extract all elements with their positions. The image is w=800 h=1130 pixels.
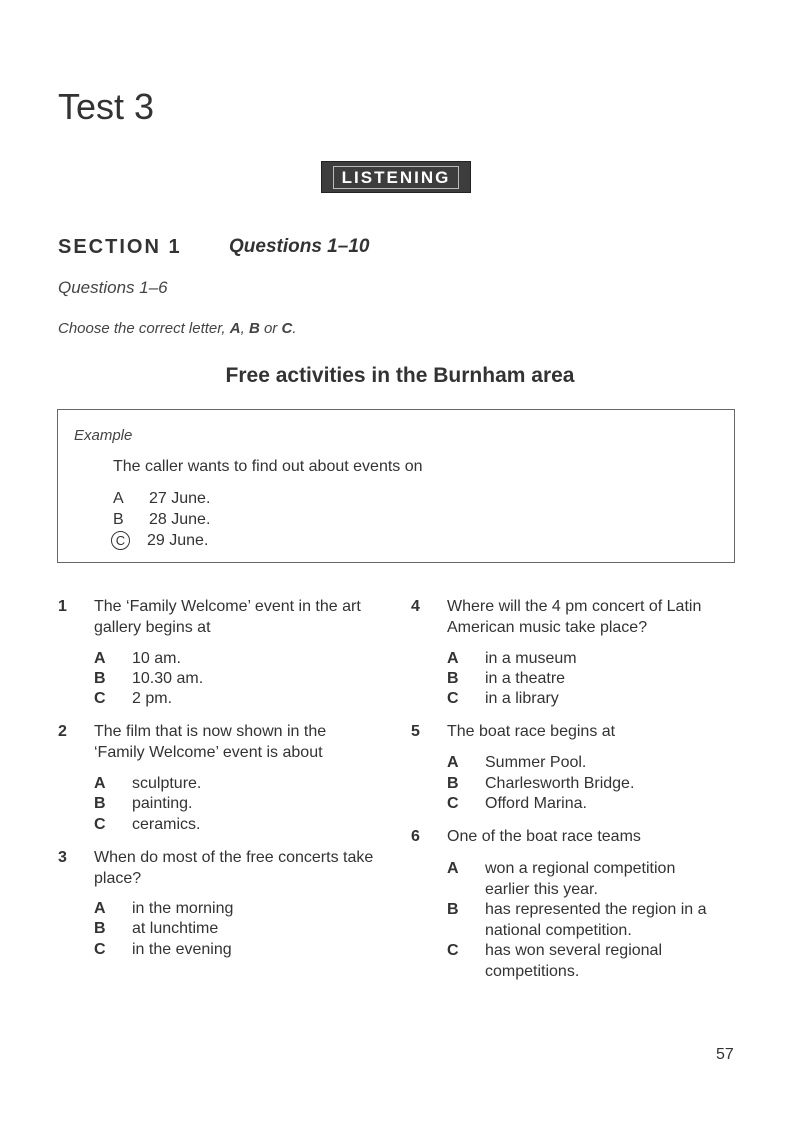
option-letter: B <box>94 920 106 937</box>
option-text: won a regional competition earlier this year. <box>485 860 676 898</box>
option-text: 28 June. <box>149 511 211 528</box>
option-letter: C <box>94 690 106 707</box>
question-number: 5 <box>411 723 420 740</box>
question-stem: The boat race begins at <box>447 723 616 740</box>
listening-badge <box>321 161 471 193</box>
q4-option-b[interactable] <box>447 668 747 689</box>
question-number: 1 <box>58 598 67 615</box>
option-letter: B <box>447 670 459 687</box>
instruction-or: or <box>259 320 282 337</box>
circled-answer-letter: C <box>111 531 130 550</box>
option-letter: A <box>113 490 124 507</box>
q2-option-c[interactable] <box>94 814 394 835</box>
option-letter: A <box>94 775 106 792</box>
q1-option-b[interactable] <box>94 668 394 689</box>
option-text: 2 pm. <box>132 690 173 707</box>
option-text: 27 June. <box>149 490 211 507</box>
option-text: sculpture. <box>132 775 202 792</box>
question-stem: The ‘Family Welcome’ event in the art gallery begins at <box>94 598 361 636</box>
question-1 <box>58 596 378 646</box>
option-text: in the evening <box>132 941 232 958</box>
question-number: 3 <box>58 849 67 866</box>
question-5 <box>411 721 741 746</box>
option-text: Charlesworth Bridge. <box>485 775 635 792</box>
option-text: painting. <box>132 795 193 812</box>
option-text: ceramics. <box>132 816 201 833</box>
example-option-c <box>113 530 208 551</box>
example-option-a <box>113 488 210 509</box>
questions-subhead: Questions 1–6 <box>58 278 168 297</box>
option-text: at lunchtime <box>132 920 219 937</box>
instruction <box>58 320 297 337</box>
question-number: 2 <box>58 723 67 740</box>
option-letter: C <box>94 816 106 833</box>
q6-option-b[interactable] <box>447 899 747 941</box>
q4-option-c[interactable] <box>447 688 747 709</box>
option-text: 10.30 am. <box>132 670 204 687</box>
q4-option-a[interactable] <box>447 648 747 669</box>
option-text: in a museum <box>485 650 577 667</box>
option-text: in the morning <box>132 900 234 917</box>
question-number: 6 <box>411 828 420 845</box>
option-letter: A <box>94 900 106 917</box>
option-text: in a theatre <box>485 670 566 687</box>
question-2 <box>58 721 378 771</box>
instruction-letter-a: A <box>229 320 241 337</box>
document-title: Free activities in the Burnham area <box>225 364 575 387</box>
q1-option-c[interactable] <box>94 688 394 709</box>
option-letter: C <box>447 942 459 959</box>
question-stem: When do most of the free concerts take place? <box>94 849 374 887</box>
q6-option-a[interactable] <box>447 858 747 900</box>
option-letter: C <box>94 941 106 958</box>
page-number: 57 <box>716 1046 734 1063</box>
instruction-letter-b: B <box>248 320 260 337</box>
q5-option-a[interactable] <box>447 752 747 773</box>
question-6 <box>411 826 741 851</box>
q2-option-a[interactable] <box>94 773 394 794</box>
section-range: Questions 1–10 <box>229 236 370 257</box>
option-text: in a library <box>485 690 559 707</box>
option-text: has won several regional competitions. <box>485 942 662 980</box>
option-letter: B <box>447 901 459 918</box>
question-stem: The film that is now shown in the ‘Family Welcome’ event is about <box>94 723 327 761</box>
option-letter: A <box>447 754 459 771</box>
option-text: 29 June. <box>147 532 209 549</box>
option-letter: C <box>447 795 459 812</box>
q3-option-b[interactable] <box>94 918 394 939</box>
q2-option-b[interactable] <box>94 793 394 814</box>
option-letter: A <box>447 650 459 667</box>
option-text: Offord Marina. <box>485 795 587 812</box>
q3-option-c[interactable] <box>94 939 394 960</box>
instruction-end: . <box>292 320 297 337</box>
q5-option-b[interactable] <box>447 773 747 794</box>
question-3 <box>58 847 378 897</box>
q6-option-c[interactable] <box>447 940 747 982</box>
section-label: SECTION 1 <box>58 236 182 258</box>
question-stem: Where will the 4 pm concert of Latin American music take place? <box>447 598 702 636</box>
question-stem: One of the boat race teams <box>447 828 641 845</box>
option-letter: C <box>447 690 459 707</box>
instruction-letter-c: C <box>281 320 293 337</box>
option-letter: B <box>94 795 106 812</box>
option-letter: B <box>94 670 106 687</box>
listening-badge-label: LISTENING <box>333 166 460 189</box>
option-text: has represented the region in a national competition. <box>485 901 707 939</box>
option-text: 10 am. <box>132 650 181 667</box>
option-letter: A <box>447 860 459 877</box>
example-label: Example <box>74 427 133 444</box>
option-letter: B <box>447 775 459 792</box>
example-box <box>57 409 735 563</box>
instruction-prefix: Choose the correct letter, <box>58 320 230 337</box>
instruction-sep: , <box>240 320 249 337</box>
test-title: Test 3 <box>58 86 155 127</box>
question-number: 4 <box>411 598 420 615</box>
option-text: Summer Pool. <box>485 754 587 771</box>
example-option-b <box>113 509 210 530</box>
option-letter: B <box>113 511 124 528</box>
question-4 <box>411 596 741 646</box>
q1-option-a[interactable] <box>94 648 394 669</box>
example-stem: The caller wants to find out about events on <box>113 458 423 475</box>
q5-option-c[interactable] <box>447 793 747 814</box>
q3-option-a[interactable] <box>94 898 394 919</box>
option-letter: A <box>94 650 106 667</box>
